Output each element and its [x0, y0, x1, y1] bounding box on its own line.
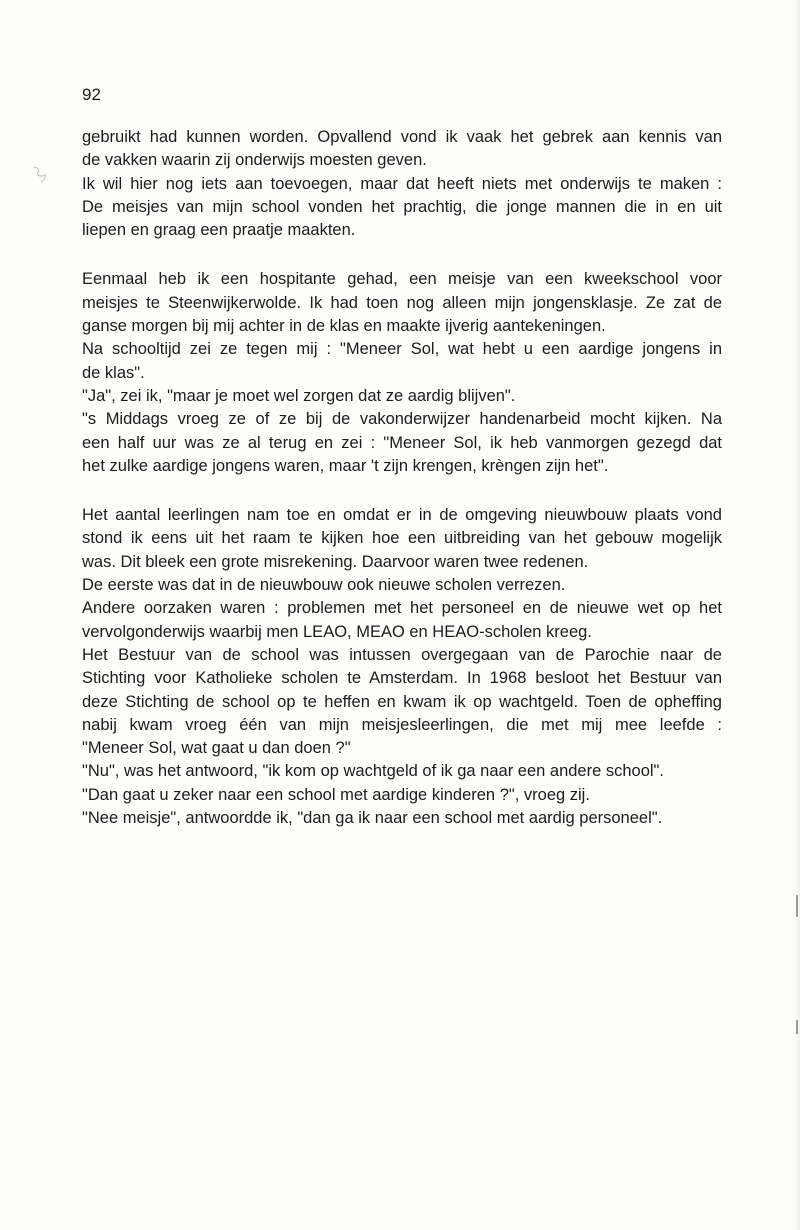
- text-line: Ik wil hier nog iets aan toevoegen, maar dat heeft niets met onderwijs te maken :: [82, 174, 722, 193]
- text-line: "Dan gaat u zeker naar een school met aardige kinderen ?", vroeg zij.: [82, 785, 590, 804]
- text-line: De meisjes van mijn school vonden het prachtig, die jonge mannen die in en uit: [82, 197, 722, 216]
- paragraph: [82, 504, 722, 830]
- text-line: gebruikt had kunnen worden. Opvallend vond ik vaak het gebrek aan kennis van: [82, 128, 722, 146]
- page-edge-mark: [796, 895, 798, 917]
- text-line: stond ik eens uit het raam te kijken hoe een uitbreiding van het gebouw mogelijk: [82, 529, 722, 548]
- text-line: vervolgonderwijs waarbij men LEAO, MEAO en HEAO-scholen kreeg.: [82, 622, 592, 641]
- text-line: Na schooltijd zei ze tegen mij : "Meneer Sol, wat hebt u een aardige jongens in: [82, 340, 722, 359]
- page-number: 92: [82, 85, 101, 104]
- text-line: Eenmaal heb ik een hospitante gehad, een meisje van een kweekschool voor: [82, 270, 722, 289]
- text-line: De eerste was dat in de nieuwbouw ook nieuwe scholen verrezen.: [82, 576, 566, 595]
- text-line: een half uur was ze al terug en zei : "Meneer Sol, ik heb vanmorgen gezegd dat: [82, 433, 722, 452]
- text-line: deze Stichting de school op te heffen en kwam ik op wachtgeld. Toen de opheffing: [82, 692, 722, 711]
- text-line: Stichting voor Katholieke scholen te Amsterdam. In 1968 besloot het Bestuur van: [82, 669, 722, 688]
- page-edge-shadow: [794, 0, 800, 1230]
- text-line: ganse morgen bij mij achter in de klas en maakte ijverig aantekeningen.: [82, 317, 606, 336]
- text-line: Andere oorzaken waren : problemen met het personeel en de nieuwe wet op het: [82, 599, 722, 618]
- text-line: de klas".: [82, 363, 145, 382]
- text-line: nabij kwam vroeg één van mijn meisjesleerlingen, die met mij mee leefde :: [82, 715, 722, 734]
- text-line: "Ja", zei ik, "maar je moet wel zorgen dat ze aardig blijven".: [82, 386, 516, 405]
- text-line: "Nee meisje", antwoordde ik, "dan ga ik naar een school met aardig personeel".: [82, 809, 663, 828]
- text-line: Het Bestuur van de school was intussen overgegaan van de Parochie naar de: [82, 645, 722, 664]
- body-text: [82, 126, 722, 856]
- pencil-mark-icon: [31, 164, 49, 184]
- page-edge-mark: [796, 1020, 798, 1034]
- text-line: "Meneer Sol, wat gaat u dan doen ?": [82, 739, 351, 758]
- text-line: de vakken waarin zij onderwijs moesten geven.: [82, 151, 427, 170]
- text-line: liepen en graag een praatje maakten.: [82, 221, 356, 240]
- text-line: "s Middags vroeg ze of ze bij de vakonderwijzer handenarbeid mocht kijken. Na: [82, 410, 722, 429]
- text-line: meisjes te Steenwijkerwolde. Ik had toen nog alleen mijn jongensklasje. Ze zat de: [82, 293, 722, 312]
- paragraph: [82, 268, 722, 478]
- text-line: "Nu", was het antwoord, "ik kom op wachtgeld of ik ga naar een andere school".: [82, 762, 665, 781]
- text-line: was. Dit bleek een grote misrekening. Daarvoor waren twee redenen.: [82, 552, 589, 571]
- paragraph: [82, 126, 722, 242]
- text-line: het zulke aardige jongens waren, maar 't zijn krengen, krèngen zijn het".: [82, 456, 609, 475]
- text-line: Het aantal leerlingen nam toe en omdat er in de omgeving nieuwbouw plaats vond: [82, 506, 722, 525]
